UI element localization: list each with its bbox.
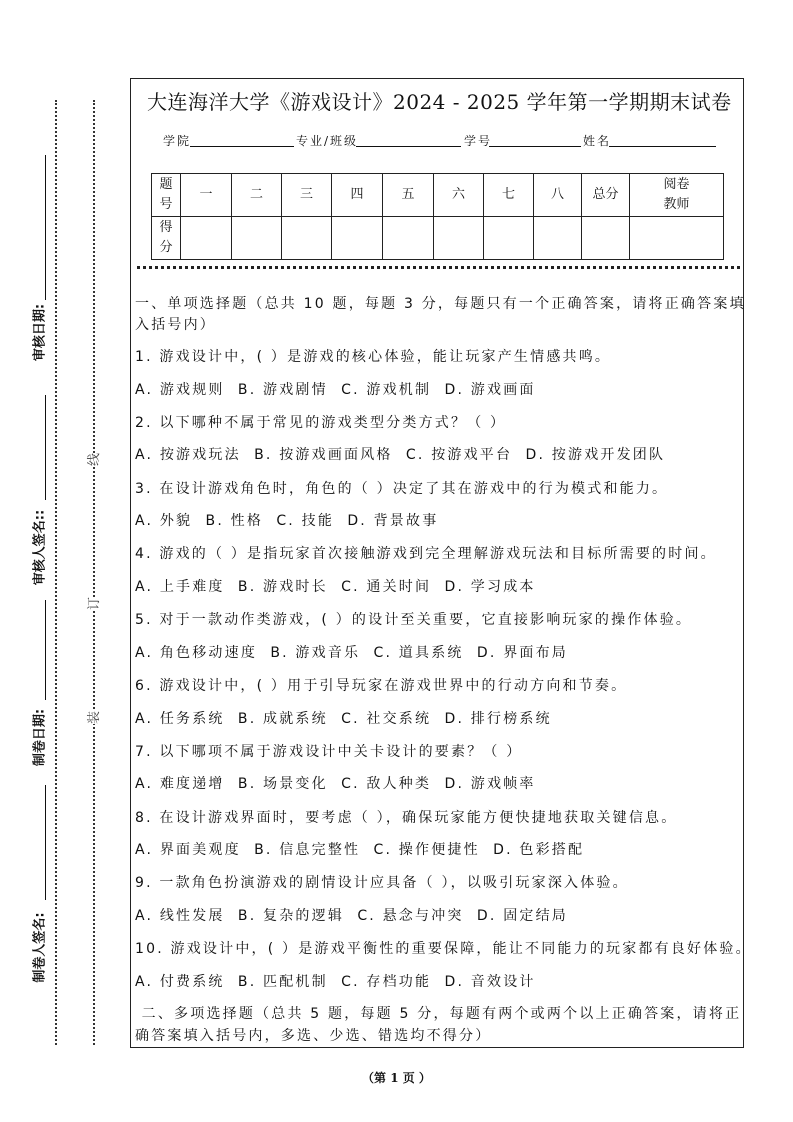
field-line-college[interactable] <box>190 146 294 147</box>
question-text: 6. 游戏设计中，( ）用于引导玩家在游戏世界中的行动方向和节奏。 <box>135 678 628 694</box>
binding-dotted-line-outer <box>55 100 57 1045</box>
question-options: A. 任务系统 B. 成就系统 C. 社交系统 D. 排行榜系统 <box>135 710 552 727</box>
section1-heading: 一、单项选择题（总共 10 题，每题 3 分，每题只有一个正确答案，请将正确答案填 <box>135 296 746 312</box>
question-options: A. 难度递增 B. 场景变化 C. 敌人种类 D. 游戏帧率 <box>135 776 536 793</box>
score-cell[interactable] <box>434 217 484 260</box>
question-text: 4. 游戏的（ ）是指玩家首次接触游戏到完全理解游戏玩法和目标所需要的时间。 <box>135 546 717 563</box>
preparer-signature-line <box>45 785 46 900</box>
field-line-major-class[interactable] <box>356 146 461 147</box>
question-text: 7. 以下哪项不属于游戏设计中关卡设计的要素？（ ） <box>135 743 523 760</box>
question-text: 5. 对于一款动作类游戏，( ）的设计至关重要，它直接影响玩家的操作体验。 <box>135 612 693 629</box>
preparation-date-line <box>45 600 46 700</box>
score-cell[interactable] <box>181 217 232 260</box>
score-cell-grader[interactable] <box>630 217 724 260</box>
binding-dotted-line-inner <box>93 100 95 1045</box>
binding-char-xian: 线 <box>81 453 104 466</box>
score-cell[interactable] <box>383 217 434 260</box>
question-text: 1. 游戏设计中，( ）是游戏的核心体验，能让玩家产生情感共鸣。 <box>135 349 612 365</box>
score-table-header-row <box>152 174 724 217</box>
field-label-student-id: 学号 <box>464 134 493 148</box>
header-cell: 三 <box>282 174 332 217</box>
section1-heading-cont: 入括号内） <box>135 317 216 333</box>
score-table-score-row <box>152 217 724 260</box>
header-cell: 二 <box>232 174 282 217</box>
header-cell: 八 <box>534 174 582 217</box>
separator-dotted-line <box>137 266 740 269</box>
header-cell: 七 <box>484 174 534 217</box>
binding-char-zhuang: 装 <box>81 711 104 724</box>
question-options: A. 界面美观度 B. 信息完整性 C. 操作便捷性 D. 色彩搭配 <box>135 842 585 859</box>
score-cell[interactable] <box>534 217 582 260</box>
header-cell: 六 <box>434 174 484 217</box>
header-cell: 四 <box>332 174 383 217</box>
score-table <box>151 173 724 260</box>
question-text: 8. 在设计游戏界面时，要考虑（ ），确保玩家能方便快捷地获取关键信息。 <box>135 809 678 826</box>
field-line-name[interactable] <box>609 146 716 147</box>
question-options: A. 按游戏玩法 B. 按游戏画面风格 C. 按游戏平台 D. 按游戏开发团队 <box>135 447 666 464</box>
reviewer-signature-label: 审核人签名:: <box>32 509 48 586</box>
preparer-signature-label: 制卷人签名: <box>32 912 48 983</box>
question-options: A. 线性发展 B. 复杂的逻辑 C. 悬念与冲突 D. 固定结局 <box>135 907 568 924</box>
header-cell-total: 总分 <box>582 174 630 217</box>
header-cell: 一 <box>181 174 232 217</box>
question-options: A. 上手难度 B. 游戏时长 C. 通关时间 D. 学习成本 <box>135 578 536 595</box>
review-date-line <box>45 155 46 300</box>
question-text: 10. 游戏设计中，( ）是游戏平衡性的重要保障，能让不同能力的玩家都有良好体验。 <box>135 941 752 958</box>
header-cell-grader: 阅卷 教师 <box>630 174 724 217</box>
score-cell[interactable] <box>282 217 332 260</box>
score-cell-total[interactable] <box>582 217 630 260</box>
field-label-college: 学院 <box>163 134 192 148</box>
field-label-name: 姓名 <box>583 134 612 148</box>
question-text: 9. 一款角色扮演游戏的剧情设计应具备（ ），以吸引玩家深入体验。 <box>135 875 629 892</box>
reviewer-signature-line <box>45 395 46 500</box>
field-line-student-id[interactable] <box>489 146 581 147</box>
score-row-label: 得 分 <box>152 217 181 260</box>
section2-heading: 二、多项选择题（总共 5 题，每题 5 分，每题有两个或两个以上正确答案，请将正 <box>135 1006 742 1022</box>
field-label-major-class: 专业/班级 <box>296 134 359 148</box>
binding-char-ding: 订 <box>81 597 104 610</box>
question-text: 2. 以下哪种不属于常见的游戏类型分类方式？（ ） <box>135 414 507 431</box>
question-options: A. 游戏规则 B. 游戏剧情 C. 游戏机制 D. 游戏画面 <box>135 381 536 398</box>
header-cell: 五 <box>383 174 434 217</box>
preparation-date-label: 制卷日期: <box>32 708 48 767</box>
score-cell[interactable] <box>484 217 534 260</box>
page-number: （第 1 页 ） <box>362 1071 431 1085</box>
review-date-label: 审核日期: <box>32 303 48 362</box>
question-options: A. 外貌 B. 性格 C. 技能 D. 背景故事 <box>135 513 439 530</box>
section2-heading-cont: 确答案填入括号内，多选、少选、错选均不得分） <box>135 1028 492 1044</box>
score-cell[interactable] <box>332 217 383 260</box>
exam-title: 大连海洋大学《游戏设计》2024 - 2025 学年第一学期期末试卷 <box>147 90 732 114</box>
question-options: A. 角色移动速度 B. 游戏音乐 C. 道具系统 D. 界面布局 <box>135 644 568 661</box>
score-cell[interactable] <box>232 217 282 260</box>
header-cell-question-no: 题 号 <box>152 174 181 217</box>
question-options: A. 付费系统 B. 匹配机制 C. 存档功能 D. 音效设计 <box>135 973 536 990</box>
question-text: 3. 在设计游戏角色时，角色的（ ）决定了其在游戏中的行为模式和能力。 <box>135 480 669 497</box>
